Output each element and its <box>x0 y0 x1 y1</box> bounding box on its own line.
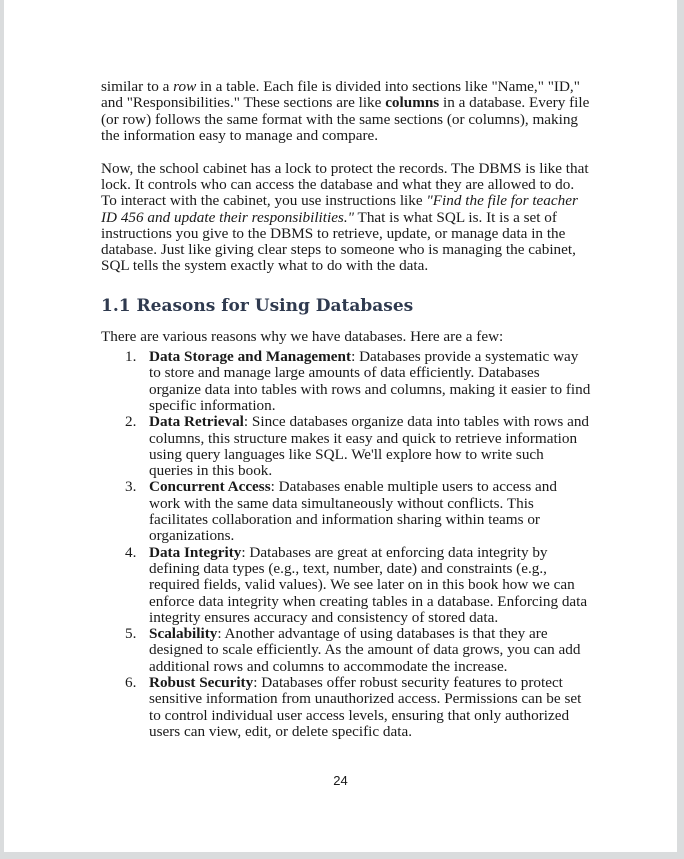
section-heading: 1.1 Reasons for Using Databases <box>101 295 414 316</box>
list-number: 6. <box>125 674 137 691</box>
list-item-title: Concurrent Access <box>149 478 271 496</box>
list-item-text: : Databases enable multiple users to access and work with the same data simultaneously without conflicts. This facilitates collaboration and information sharing within teams or organizations. <box>149 478 557 545</box>
list-item-title: Data Storage and Management <box>149 348 352 366</box>
list-item <box>101 626 591 675</box>
reasons-list <box>101 349 591 740</box>
list-item-title: Data Retrieval <box>149 413 244 431</box>
paragraph-dbms-sql: Now, the school cabinet has a lock to protect the records. The DBMS is like that lock. It controls who can access the database and what they are allowed to do. To interact with the cabinet, you use instructions like "Find the file for teacher ID 456 and update their responsibilities." That is what SQL is. It is a set of instructions you give to the DBMS to retrieve, update, or manage data in the database. Just like giving clear steps to someone who is managing the cabinet, SQL tells the system exactly what to do with the data. <box>101 159 589 275</box>
list-item <box>101 675 591 740</box>
list-item-title: Scalability <box>149 625 218 643</box>
emphasis-row: row <box>173 78 197 95</box>
list-number: 5. <box>125 625 137 643</box>
example-instruction: "Find the file for teacher ID 456 and update their responsibilities." <box>101 192 578 226</box>
list-number: 1. <box>125 348 137 366</box>
paragraph-files-rows-columns: similar to a row in a table. Each file is divided into sections like "Name," "ID," and "Responsibilities." These sections are like columns in a database. Every file (or row) follows the same format with the same sections (or columns), making the information easy to manage and compare. <box>101 78 590 144</box>
list-item-title: Robust Security <box>149 674 254 691</box>
page-number: 24 <box>333 773 348 788</box>
page-content <box>101 79 591 740</box>
list-item <box>101 479 591 544</box>
list-item-title: Data Integrity <box>149 543 242 561</box>
list-item <box>101 349 591 414</box>
list-item <box>101 414 591 479</box>
list-number: 3. <box>125 478 137 496</box>
list-item <box>101 545 591 626</box>
list-item-text: : Databases are great at enforcing data integrity by defining data types (e.g., text, number, date) and constraints (e.g., required fields, valid values). We see later on in this book how we can enforce data integrity when creating tables in a database. Enforcing data integrity ensures accuracy and consistency of stored data. <box>149 543 588 626</box>
list-item-text: : Another advantage of using databases is that they are designed to scale efficiently. As the amount of data grows, you can add additional rows and columns to accommodate the increase. <box>149 625 581 675</box>
section-intro: There are various reasons why we have databases. Here are a few: <box>101 327 504 345</box>
list-item-text: : Since databases organize data into tables with rows and columns, this structure makes it easy and quick to retrieve information using query languages like SQL. We'll explore how to write such queries in this book. <box>149 413 590 480</box>
list-item-text: : Databases offer robust security features to protect sensitive information from unauthorized access. Permissions can be set to control individual user access levels, ensuring that only authorized users can view, edit, or delete specific data. <box>149 674 582 740</box>
list-number: 2. <box>125 413 137 431</box>
list-item-text: : Databases provide a systematic way to store and manage large amounts of data efficiently. Databases organize data into tables with rows and columns, making it easier to find specific information. <box>149 348 591 414</box>
list-number: 4. <box>125 543 137 561</box>
document-page <box>4 0 677 852</box>
emphasis-columns: columns <box>385 94 440 112</box>
